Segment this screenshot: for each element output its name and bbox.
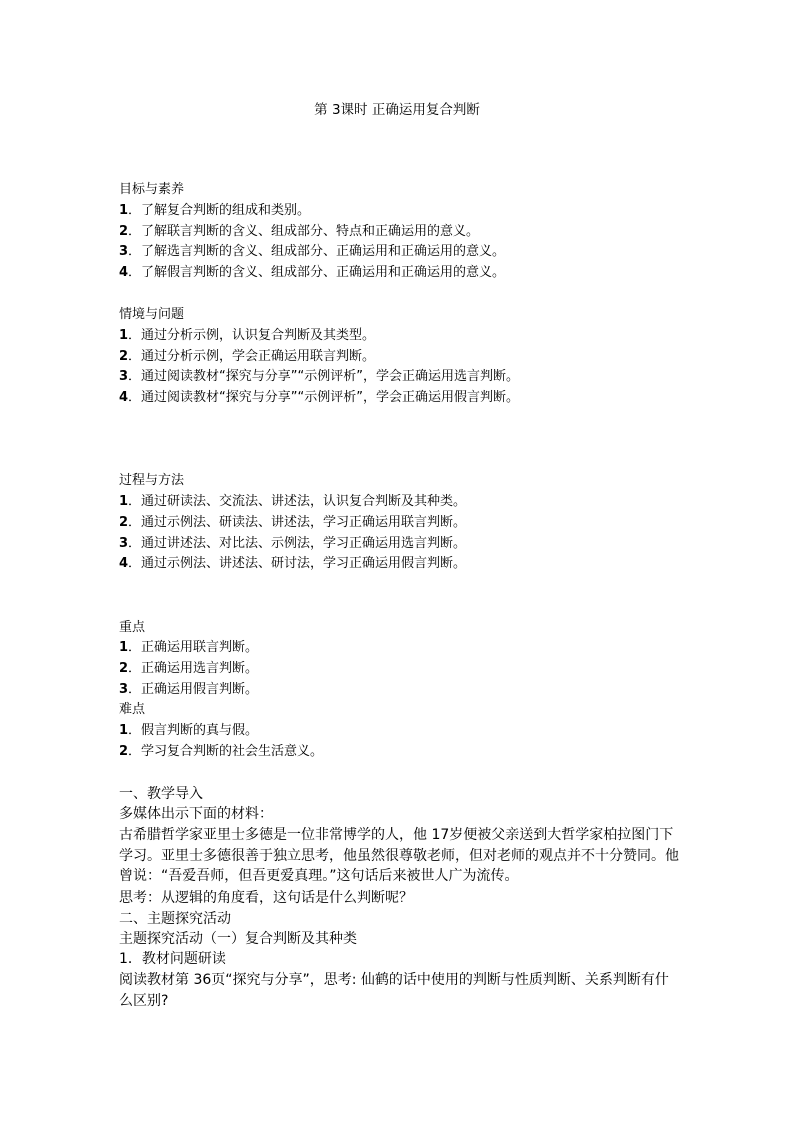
activity-sub-heading: 主题探究活动（一）复合判断及其种类	[119, 931, 357, 947]
section-heading-situation: 情境与问题	[119, 307, 185, 322]
list-item: 2．正确运用选言判断。	[119, 661, 259, 676]
list-item: 1．假言判断的真与假。	[119, 723, 259, 738]
section-heading-difficulties: 难点	[119, 702, 146, 717]
list-item: 1．了解复合判断的组成和类别。	[119, 203, 311, 218]
list-item: 2．学习复合判断的社会生活意义。	[119, 744, 324, 759]
activity-paragraph: 阅读教材第 36页“探究与分享”，思考: 仙鹤的话中使用的判断与性质判断、关系判断有什么区别?	[119, 972, 669, 1009]
list-item: 3．通过讲述法、对比法、示例法，学习正确运用选言判断。	[119, 536, 467, 551]
list-item: 2．通过示例法、研读法、讲述法，学习正确运用联言判断。	[119, 515, 467, 530]
section-heading-intro: 一、教学导入	[119, 786, 203, 802]
list-item: 4．通过阅读教材“探究与分享”“示例评析”，学会正确运用假言判断。	[119, 390, 519, 405]
list-item: 3．了解选言判断的含义、组成部分、正确运用和正确运用的意义。	[119, 244, 506, 259]
section-heading-activity: 二、主题探究活动	[119, 911, 231, 927]
activity-item-heading: 1．教材问题研读	[119, 951, 226, 967]
intro-question: 思考：从逻辑的角度看，这句话是什么判断呢？	[119, 890, 413, 906]
section-heading-goals: 目标与素养	[119, 182, 185, 197]
list-item: 2．了解联言判断的含义、组成部分、特点和正确运用的意义。	[119, 224, 480, 239]
list-item: 4．了解假言判断的含义、组成部分、正确运用和正确运用的意义。	[119, 265, 506, 280]
section-heading-key-points: 重点	[119, 620, 146, 635]
list-item: 2．通过分析示例，学会正确运用联言判断。	[119, 349, 376, 364]
list-item: 1．通过分析示例，认识复合判断及其类型。	[119, 328, 376, 343]
list-item: 1．通过研读法、交流法、讲述法，认识复合判断及其种类。	[119, 494, 467, 509]
page-title: 第 3课时 正确运用复合判断	[314, 102, 480, 118]
list-item: 1．正确运用联言判断。	[119, 640, 259, 655]
intro-paragraph: 古希腊哲学家亚里士多德是一位非常博学的人，他 17岁便被父亲送到大哲学家柏拉图门下学习。亚里士多德很善于独立思考，他虽然很尊敬老师，但对老师的观点并不十分赞同。他曾说：“吾爱吾师，但吾更爱真理。”这句话后来被世人广为流传。	[119, 827, 679, 884]
section-heading-process: 过程与方法	[119, 473, 185, 488]
list-item: 3．通过阅读教材“探究与分享”“示例评析”，学会正确运用选言判断。	[119, 369, 519, 384]
list-item: 4．通过示例法、讲述法、研讨法，学习正确运用假言判断。	[119, 556, 467, 571]
material-label: 多媒体出示下面的材料：	[119, 806, 273, 822]
list-item: 3．正确运用假言判断。	[119, 682, 259, 697]
